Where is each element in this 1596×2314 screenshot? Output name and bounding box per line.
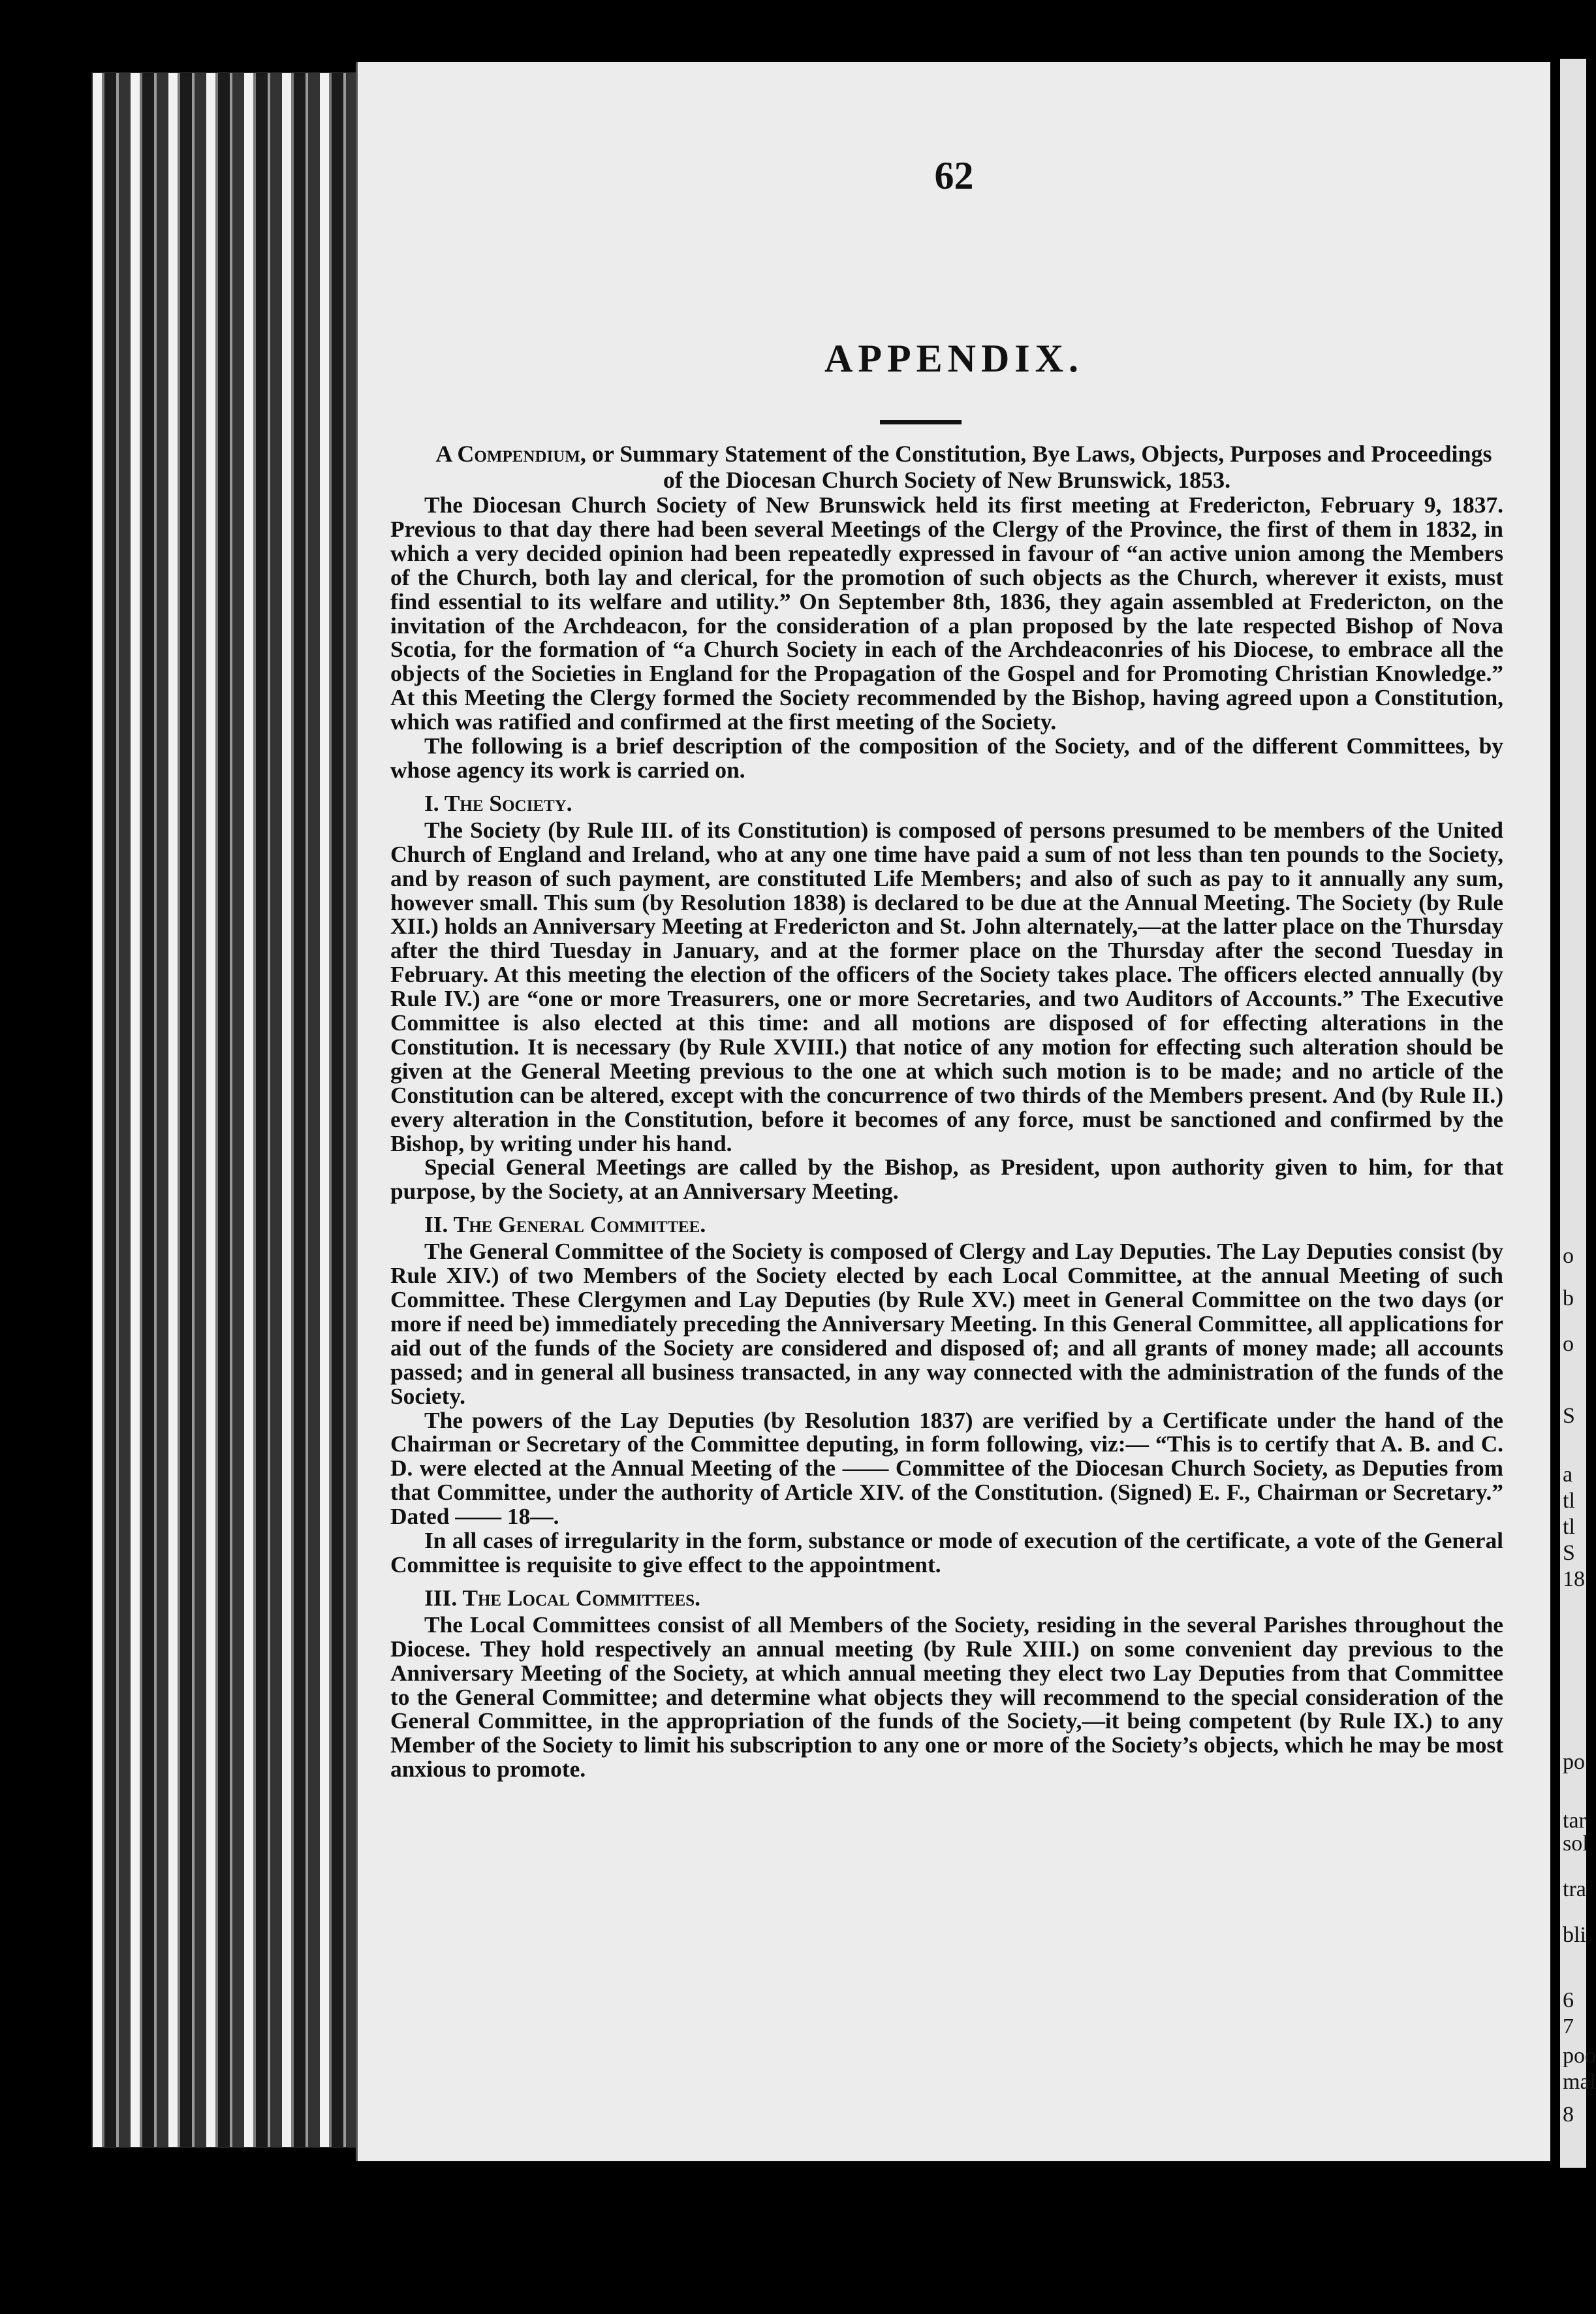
section-heading: I. The Society.	[424, 789, 572, 816]
edge-fragment: b	[1563, 1286, 1574, 1310]
edge-fragment: tar	[1563, 1809, 1586, 1833]
paragraph: The following is a brief description of the composition of the Society, and of the different Committees, by whose agency its work is carried on.	[390, 733, 1503, 783]
page-heading: APPENDIX.	[824, 337, 1084, 380]
section-heading: II. The General Committee.	[424, 1211, 706, 1238]
subtitle-rest: or Summary Statement of the Constitution, Bye Laws, Objects, Purposes and Proceedings of the Diocesan Church Society of New Brunswick, 1853.	[586, 441, 1492, 493]
edge-fragment: po	[1563, 1750, 1585, 1774]
edge-fragment: 7	[1563, 2014, 1574, 2038]
paragraph: The Society (by Rule III. of its Constitution) is composed of persons presumed to be members of the United Church of England and Ireland, who at any one time have paid a sum of not less than ten pounds to the Society, and by reason of such payment, are constituted Life Members; and also of such as pay to it annually any sum, however small. This sum (by Resolution 1838) is declared to be due at the Annual Meeting. The Society (by Rule XII.) holds an Anniversary Meeting at Fredericton and St. John alternately,—at the latter place on the Thursday after the third Tuesday in January, and at the former place on the Thursday after the second Tuesday in February. At this meeting the election of the officers of the Society takes place. The officers elected annually (by Rule IV.) are “one or more Treasurers, one or more Secretaries, and two Auditors of Accounts.” The Executive Committee is also elected at this time: and all motions are disposed of for effecting alterations in the Constitution. It is necessary (by Rule XVIII.) that notice of any motion for effecting such alteration should be given at the General Meeting previous to the one at which such motion is to be made; and no article of the Constitution can be altered, except with the concurrence of two thirds of the Members present. And (by Rule II.) every alteration in the Constitution, before it becomes of any force, must be sanctioned and confirmed by the Bishop, by writing under his hand.	[390, 816, 1503, 1156]
edge-fragment: tl	[1563, 1489, 1575, 1513]
edge-fragment: 6	[1563, 1988, 1574, 2012]
edge-fragment: S	[1563, 1404, 1575, 1428]
edge-fragment: S	[1563, 1541, 1575, 1565]
section-heading: III. The Local Committees.	[424, 1584, 701, 1611]
book-fore-edge	[91, 72, 359, 2148]
heading-rule	[880, 420, 962, 424]
subtitle-lead: A Compendium,	[435, 441, 586, 467]
edge-fragment: o	[1563, 1244, 1574, 1268]
edge-fragment: o	[1563, 1332, 1574, 1356]
paragraph: The powers of the Lay Deputies (by Resolution 1837) are verified by a Certificate under the hand of the Chairman or Secretary of the Committee deputing, in form following, viz:— “This is to certify that A. B. and C. D. were elected at the Annual Meeting of the —— Committee of the Diocesan Church Society, as Deputies from that Committee, under the authority of Article XIV. of the Constitution. (Signed) E. F., Chairman or Secretary.” Dated —— 18—.	[390, 1406, 1503, 1530]
edge-fragment: 8	[1563, 2102, 1574, 2127]
page-body	[390, 441, 1503, 1781]
edge-fragment: mal	[1563, 2070, 1596, 2094]
document-page	[356, 62, 1550, 2161]
adjacent-page-strip	[1560, 59, 1596, 2168]
page-number: 62	[934, 154, 974, 197]
edge-fragment: a	[1563, 1463, 1573, 1487]
paragraph: The Local Committees consist of all Members of the Society, residing in the several Parishes throughout the Diocese. They hold respectively an annual meeting (by Rule XIII.) on some convenient day previous to the Anniversary Meeting of the Society, at which annual meeting they elect two Lay Deputies from that Committee to the General Committee; and determine what objects they will recommend to the special consideration of the General Committee, in the appropriation of the funds of the Society,—it being competent (by Rule IX.) to any Member of the Society to limit his subscription to any one or more of the Society’s objects, which he may be most anxious to promote.	[390, 1611, 1503, 1783]
paragraph: The General Committee of the Society is composed of Clergy and Lay Deputies. The Lay Deputies consist (by Rule XIV.) of two Members of the Society elected by each Local Committee, at the annual Meeting of such Committee. These Clergymen and Lay Deputies (by Rule XV.) meet in General Committee on the two days (or more if need be) immediately preceding the Anniversary Meeting. In this General Committee, all applications for aid out of the funds of the Society are considered and disposed of; and all grants of money made; all accounts passed; and in general all business transacted, in any way connected with the administration of the funds of the Society.	[390, 1238, 1503, 1409]
paragraph: The Diocesan Church Society of New Brunswick held its first meeting at Fredericton, February 9, 1837. Previous to that day there had been several Meetings of the Clergy of the Province, the first of them in 1832, in which a very decided opinion had been repeatedly expressed in favour of “an active union among the Members of the Church, both lay and clerical, for the promotion of such objects as the Church, wherever it exists, must find essential to its welfare and utility.” On September 8th, 1836, they again assembled at Fredericton, on the invitation of the Archdeacon, for the consideration of a plan proposed by the late respected Bishop of Nova Scotia, for the formation of “a Church Society in each of the Archdeaconries of his Diocese, to embrace all the objects of the Societies in England for the Propagation of the Gospel and for Promoting Christian Knowledge.” At this Meeting the Clergy formed the Society recommended by the Bishop, having agreed upon a Constitution, which was ratified and confirmed at the first meeting of the Society.	[390, 492, 1503, 735]
edge-fragment: tl	[1563, 1515, 1575, 1539]
paragraph: Special General Meetings are called by the Bishop, as President, upon authority given to him, for that purpose, by the Society, at an Anniversary Meeting.	[390, 1154, 1503, 1205]
paragraph: In all cases of irregularity in the form, substance or mode of execution of the certificate, a vote of the General Committee is requisite to give effect to the appointment.	[390, 1527, 1503, 1577]
edge-fragment: poo	[1563, 2044, 1596, 2068]
document-subtitle	[390, 441, 1503, 493]
edge-fragment: tra	[1563, 1877, 1586, 1901]
edge-fragment: sol	[1563, 1831, 1589, 1856]
edge-fragment: bli	[1563, 1923, 1586, 1947]
edge-fragment: 18	[1563, 1567, 1585, 1591]
